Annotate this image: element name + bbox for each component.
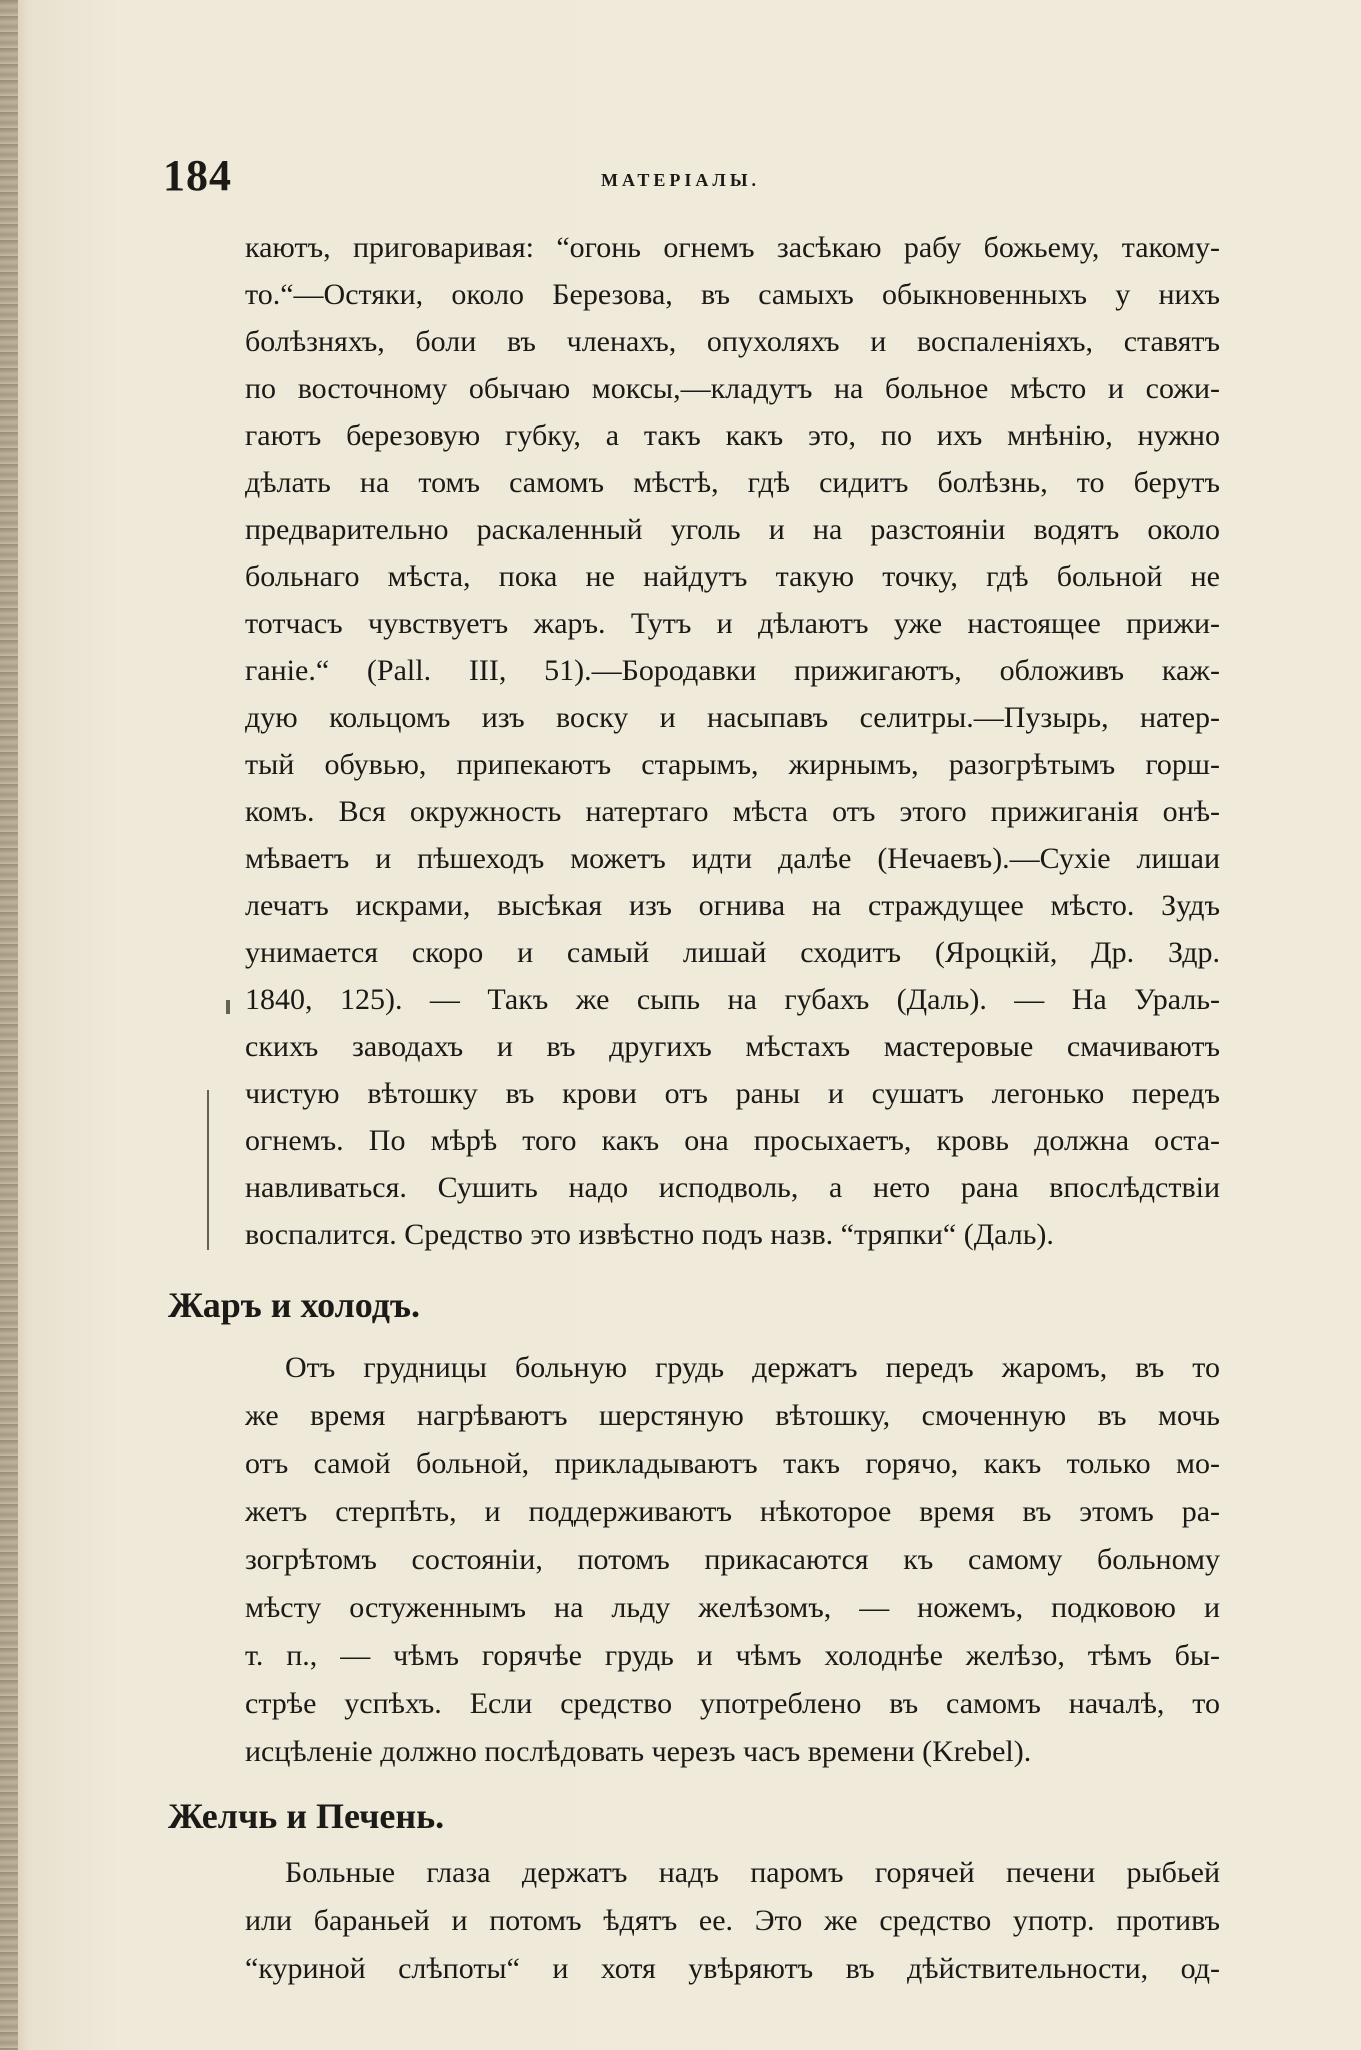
text-line: жетъ стерпѣть, и поддерживаютъ нѣкоторое время въ этомъ ра- bbox=[245, 1495, 1220, 1528]
text-line: тый обувью, припекаютъ старымъ, жирнымъ, разогрѣтымъ горш- bbox=[245, 748, 1220, 781]
text-line: предварительно раскаленный уголь и на разстояніи водятъ около bbox=[245, 513, 1220, 546]
margin-mark bbox=[207, 1090, 209, 1250]
text-line: зогрѣтомъ состояніи, потомъ прикасаются къ самому больному bbox=[245, 1543, 1220, 1576]
text-line: стрѣе успѣхъ. Если средство употреблено въ самомъ началѣ, то bbox=[245, 1687, 1220, 1720]
text-line: т. п., — чѣмъ горячѣе грудь и чѣмъ холоднѣе желѣзо, тѣмъ бы- bbox=[245, 1639, 1220, 1672]
text-line: больнаго мѣста, пока не найдутъ такую точку, гдѣ больной не bbox=[245, 560, 1220, 593]
text-line: лечатъ искрами, высѣкая изъ огнива на страждущее мѣсто. Зудъ bbox=[245, 889, 1220, 922]
text-line: болѣзняхъ, боли въ членахъ, опухоляхъ и воспаленіяхъ, ставятъ bbox=[245, 325, 1220, 358]
text-line: ганіе.“ (Pall. III, 51).—Бородавки прижигаютъ, обложивъ каж- bbox=[245, 654, 1220, 687]
section-heading: Желчь и Печень. bbox=[168, 1796, 445, 1836]
text-line: дую кольцомъ изъ воску и насыпавъ селитры.—Пузырь, натер- bbox=[245, 701, 1220, 734]
text-line: тотчасъ чувствуетъ жаръ. Тутъ и дѣлаютъ уже настоящее прижи- bbox=[245, 607, 1220, 640]
text-line: гаютъ березовую губку, а такъ какъ это, по ихъ мнѣнію, нужно bbox=[245, 419, 1220, 452]
text-line: дѣлать на томъ самомъ мѣстѣ, гдѣ сидитъ болѣзнь, то берутъ bbox=[245, 466, 1220, 499]
margin-mark bbox=[226, 1000, 230, 1014]
text-line: навливаться. Сушить надо исподволь, а нето рана впослѣдствіи bbox=[245, 1171, 1220, 1204]
text-line: воспалится. Средство это извѣстно подъ назв. “тряпки“ (Даль). bbox=[245, 1218, 1054, 1251]
binding-edge bbox=[0, 0, 18, 2050]
text-line: скихъ заводахъ и въ другихъ мѣстахъ мастеровые смачиваютъ bbox=[245, 1030, 1220, 1063]
text-line: по восточному обычаю моксы,—кладутъ на больное мѣсто и сожи- bbox=[245, 372, 1220, 405]
text-line: комъ. Вся окружность натертаго мѣста отъ этого прижиганія онѣ- bbox=[245, 795, 1220, 828]
text-line: “куриной слѣпоты“ и хотя увѣряютъ въ дѣйствительности, од- bbox=[245, 1952, 1220, 1985]
text-line: Больные глаза держатъ надъ паромъ горячей печени рыбьей bbox=[285, 1856, 1220, 1889]
text-line: же время нагрѣваютъ шерстяную вѣтошку, смоченную въ мочь bbox=[245, 1399, 1220, 1432]
text-line: унимается скоро и самый лишай сходитъ (Яроцкій, Др. Здр. bbox=[245, 936, 1220, 969]
text-line: чистую вѣтошку въ крови отъ раны и сушатъ легонько передъ bbox=[245, 1077, 1220, 1110]
text-line: мѣсту остуженнымъ на льду желѣзомъ, — ножемъ, подковою и bbox=[245, 1591, 1220, 1624]
text-line: исцѣленіе должно послѣдовать черезъ часъ времени (Krebel). bbox=[245, 1735, 1032, 1768]
text-line: огнемъ. По мѣрѣ того какъ она просыхаетъ, кровь должна оста- bbox=[245, 1124, 1220, 1157]
text-line: каютъ, приговаривая: “огонь огнемъ засѣкаю рабу божьему, такому- bbox=[245, 231, 1220, 264]
text-line: 1840, 125). — Такъ же сыпь на губахъ (Даль). — На Ураль- bbox=[245, 983, 1220, 1016]
text-line: отъ самой больной, прикладываютъ такъ горячо, какъ только мо- bbox=[245, 1447, 1220, 1480]
text-line: то.“—Остяки, около Березова, въ самыхъ обыкновенныхъ у нихъ bbox=[245, 278, 1220, 311]
text-line: Отъ грудницы больную грудь держатъ передъ жаромъ, въ то bbox=[285, 1351, 1220, 1384]
section-heading: Жаръ и холодъ. bbox=[168, 1285, 420, 1325]
text-line: или бараньей и потомъ ѣдятъ ее. Это же средство употр. противъ bbox=[245, 1904, 1220, 1937]
running-head: МАТЕРІАЛЫ. bbox=[600, 170, 760, 190]
page-number: 184 bbox=[163, 151, 232, 200]
text-line: мѣваетъ и пѣшеходъ можетъ идти далѣе (Нечаевъ).—Сухіе лишаи bbox=[245, 842, 1220, 875]
